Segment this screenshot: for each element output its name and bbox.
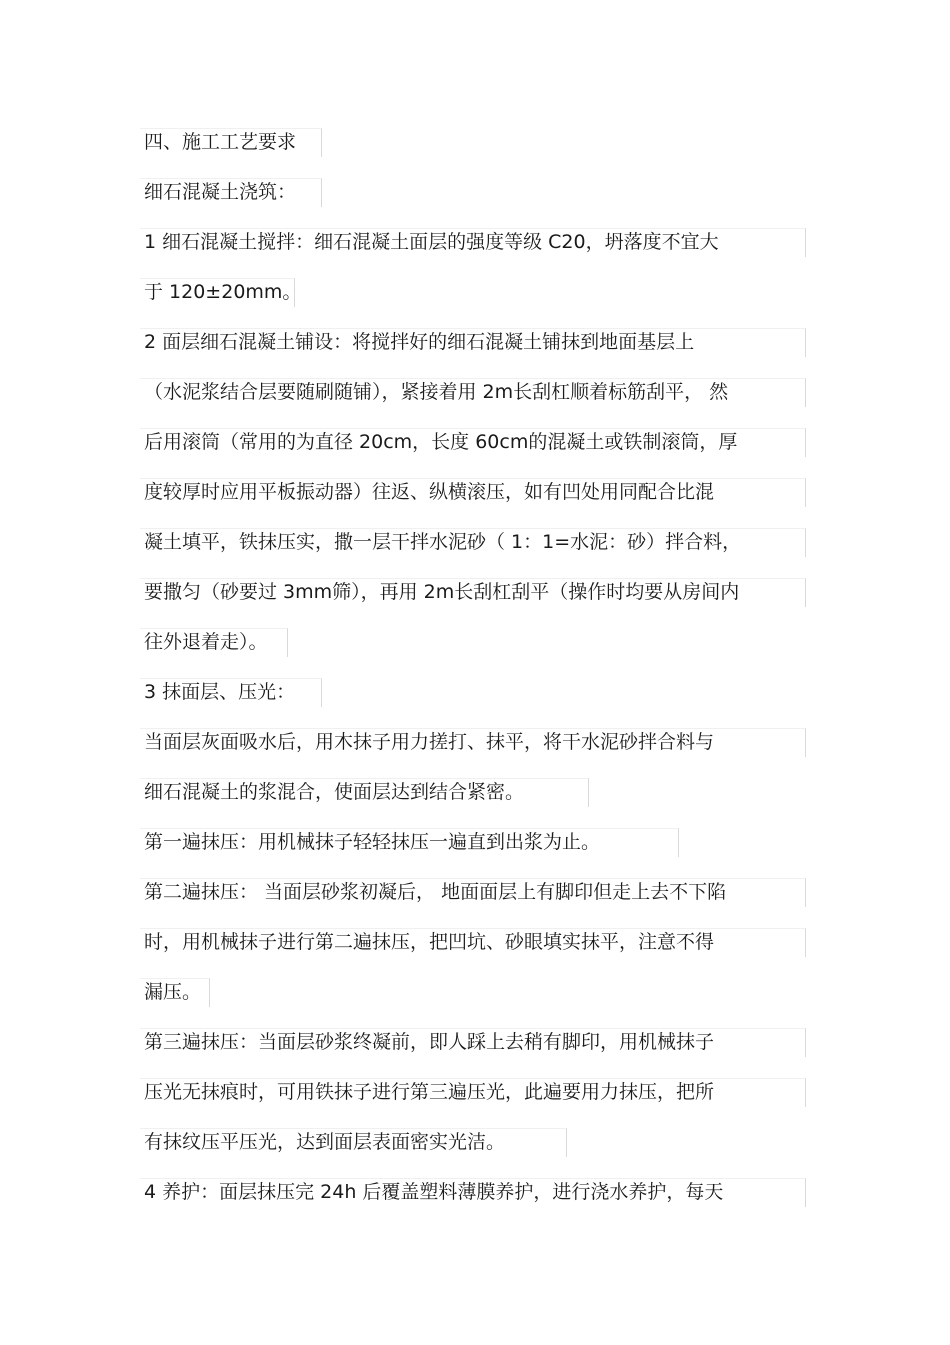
paragraph-line: 有抹纹压平压光，达到面层表面密实光洁。 <box>144 1131 506 1153</box>
paragraph-line: （水泥浆结合层要随刷随铺），紧接着用 2m长刮杠顺着标筋刮平， 然 <box>144 381 729 403</box>
paragraph-line: 1 细石混凝土搅拌：细石混凝土面层的强度等级 C20，坍落度不宜大 <box>144 231 719 253</box>
paragraph-line: 2 面层细石混凝土铺设：将搅拌好的细石混凝土铺抹到地面基层上 <box>144 331 695 353</box>
paragraph-line: 要撒匀（砂要过 3mm筛），再用 2m长刮杠刮平（操作时均要从房间内 <box>144 581 740 603</box>
paragraph-line: 第一遍抹压：用机械抹子轻轻抹压一遍直到出浆为止。 <box>144 831 601 853</box>
paragraph-line: 细石混凝土的浆混合，使面层达到结合紧密。 <box>144 781 525 803</box>
paragraph-line: 凝土填平，铁抹压实，撒一层干拌水泥砂（ 1：1=水泥：砂）拌合料， <box>144 531 742 553</box>
paragraph-line: 4 养护：面层抹压完 24h 后覆盖塑料薄膜养护，进行浇水养护，每天 <box>144 1181 724 1203</box>
paragraph-line: 当面层灰面吸水后，用木抹子用力搓打、抹平，将干水泥砂拌合料与 <box>144 731 715 753</box>
subsection-heading: 细石混凝土浇筑： <box>144 181 297 203</box>
section-heading: 四、施工工艺要求 <box>144 131 297 153</box>
subsection-heading: 3 抹面层、压光： <box>144 681 296 703</box>
paragraph-line: 于 120±20mm。 <box>144 281 302 303</box>
paragraph-line: 时，用机械抹子进行第二遍抹压，把凹坑、砂眼填实抹平，注意不得 <box>144 931 715 953</box>
paragraph-line: 第二遍抹压： 当面层砂浆初凝后， 地面面层上有脚印但走上去不下陷 <box>144 881 727 903</box>
paragraph-line: 漏压。 <box>144 981 202 1003</box>
paragraph-line: 第三遍抹压：当面层砂浆终凝前，即人踩上去稍有脚印，用机械抹子 <box>144 1031 715 1053</box>
paragraph-line: 往外退着走）。 <box>144 631 268 653</box>
paragraph-line: 后用滚筒（常用的为直径 20cm，长度 60cm的混凝土或铁制滚筒，厚 <box>144 431 738 453</box>
paragraph-line: 度较厚时应用平板振动器）往返、纵横滚压，如有凹处用同配合比混 <box>144 481 715 503</box>
paragraph-line: 压光无抹痕时，可用铁抹子进行第三遍压光，此遍要用力抹压，把所 <box>144 1081 715 1103</box>
